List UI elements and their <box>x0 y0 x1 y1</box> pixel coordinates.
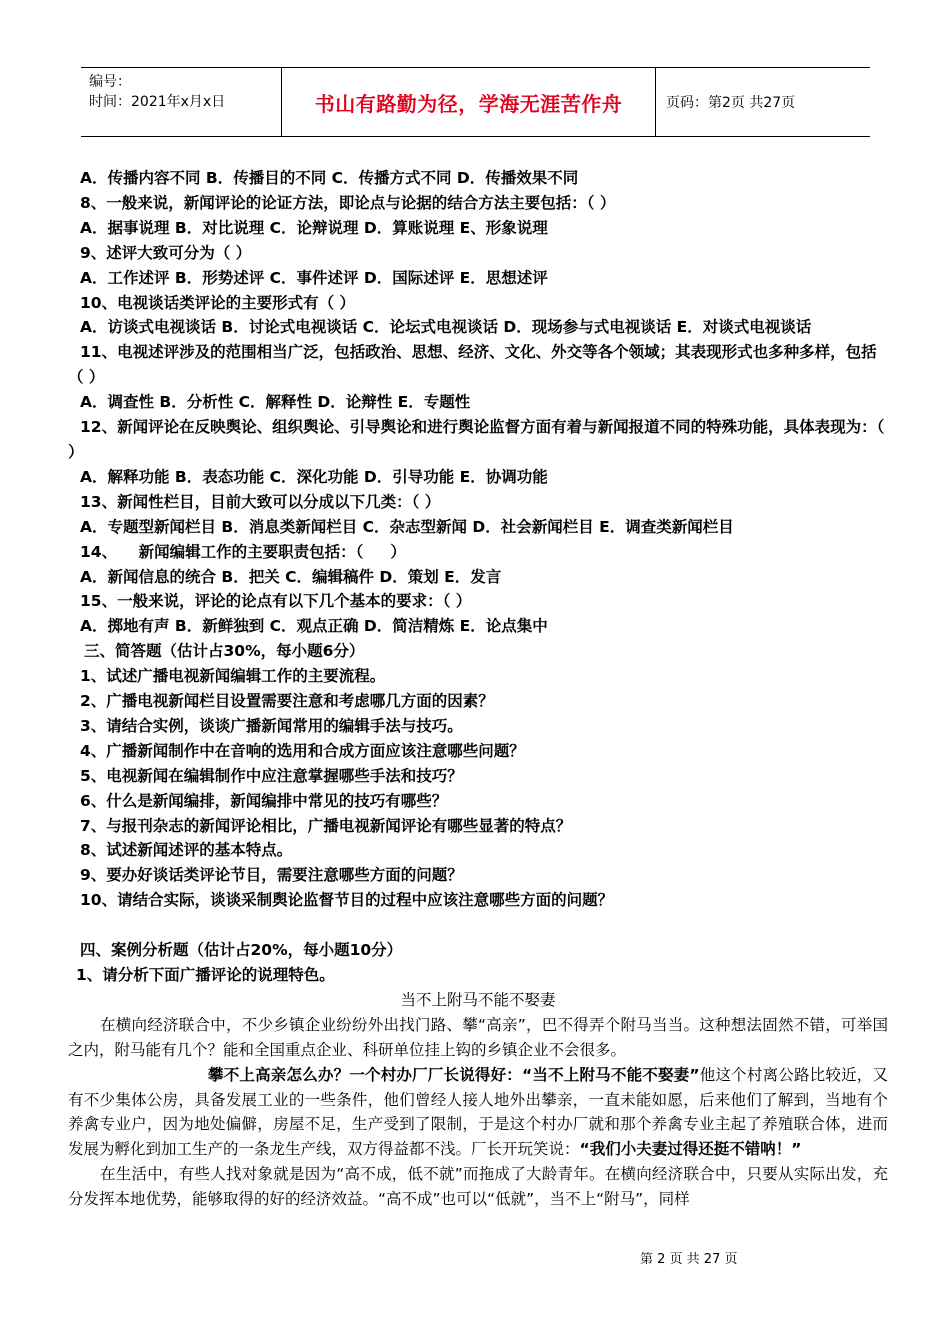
article-paragraph-2 <box>68 1063 888 1163</box>
answer-options-13: A．专题型新闻栏目 B．消息类新闻栏目 C．杂志型新闻 D．社会新闻栏目 E．调查类新闻栏目 <box>80 517 734 536</box>
article-title: 当不上附马不能不娶妻 <box>400 990 556 1009</box>
question-14: 14、 新闻编辑工作的主要职责包括：（ ） <box>80 542 406 561</box>
case-question-1: 1、请分析下面广播评论的说理特色。 <box>76 965 335 984</box>
article-paragraph-3-b: 只要从实际出发，充分发挥本地优势，能够取得的好的经济效益。“高不成”也可以“低就”，当不上“附马”，同样 <box>68 1165 888 1209</box>
short-question: 5、电视新闻在编辑制作中应注意掌握哪些手法和技巧？ <box>80 766 463 785</box>
answer-options-11: A．调查性 B．分析性 C．解释性 D．论辩性 E．专题性 <box>80 393 471 412</box>
article-paragraph-2-quote: “我们小夫妻过得还挺不错呐！” <box>579 1140 802 1159</box>
short-question: 9、要办好谈话类评论节目，需要注意哪些方面的问题？ <box>80 866 463 885</box>
short-question: 3、请结合实例，谈谈广播新闻常用的编辑手法与技巧。 <box>80 716 463 735</box>
question-15: 15、一般来说，评论的论点有以下几个基本的要求：（ ） <box>80 592 472 611</box>
short-question: 2、广播电视新闻栏目设置需要注意和考虑哪几方面的因素？ <box>80 692 494 711</box>
article-paragraph-3 <box>68 1162 888 1212</box>
short-question: 7、与报刊杂志的新闻评论相比，广播电视新闻评论有哪些显著的特点？ <box>80 816 572 835</box>
question-11: 11、电视述评涉及的范围相当广泛，包括政治、思想、经济、文化、外交等各个领域；其表现形式也多种多样，包括（ ） <box>68 343 877 387</box>
answer-options-10: A．访谈式电视谈话 B．讨论式电视谈话 C．论坛式电视谈话 D．现场参与式电视谈话 E．对谈式电视谈话 <box>80 318 812 337</box>
answer-options-7: A．传播内容不同 B．传播目的不同 C．传播方式不同 D．传播效果不同 <box>80 169 579 187</box>
answer-options-15: A．掷地有声 B．新鲜独到 C．观点正确 D．简洁精炼 E．论点集中 <box>80 617 548 636</box>
question-13: 13、新闻性栏目，目前大致可以分成以下几类：（ ） <box>80 492 441 511</box>
article-paragraph-2-body: 他这个村离公路比较近，又有不少集体公房，具备发展工业的一些条件，他们曾经人接人地外出攀亲，一直未能如愿，后来他们了解到，当地有个养禽专业户，因为地处偏僻，房屋不足，生产受到了限制，于是这个村办厂就和那个养禽专业主起了养殖联合体，进而发展为孵化到加工生产的一条龙生产线，双方得益都不浅。厂长开玩笑说： <box>68 1065 888 1159</box>
header-meta <box>81 68 282 136</box>
blank-line <box>68 913 888 938</box>
time-label: 时间：2021年x月x日 <box>89 94 226 110</box>
answer-options-12: A．解释功能 B．表态功能 C．深化功能 D．引导功能 E．协调功能 <box>80 467 548 486</box>
question-12: 12、新闻评论在反映舆论、组织舆论、引导舆论和进行舆论监督方面有着与新闻报道不同的特殊功能，具体表现为：（ ） <box>68 418 885 461</box>
answer-options-8: A．据事说理 B．对比说理 C．论辩说理 D．算账说理 E、形象说理 <box>80 218 548 237</box>
short-question: 4、广播新闻制作中在音响的选用和合成方面应该注意哪些问题？ <box>80 741 525 760</box>
header-motto: 书山有路勤为径，学海无涯苦作舟 <box>282 68 656 136</box>
article-paragraph-2-lead: 攀不上高亲怎么办？一个村办厂厂长说得好：“当不上附马不能不娶妻” <box>208 1065 700 1084</box>
section-4-title: 四、案例分析题（估计占20%，每小题10分） <box>80 941 403 960</box>
article-paragraph-3-a: 在生活中，有些人找对象就是因为“高不成，低不就”而拖成了大龄青年。在横向经济联合中， <box>100 1165 747 1184</box>
section-3-title: 三、简答题（估计占30%，每小题6分） <box>84 642 365 661</box>
question-8: 8、一般来说，新闻评论的论证方法，即论点与论据的结合方法主要包括：（ ） <box>80 193 616 212</box>
page-header <box>81 67 870 137</box>
short-question: 10、请结合实际，谈谈采制舆论监督节目的过程中应该注意哪些方面的问题？ <box>80 891 614 910</box>
answer-options-14: A．新闻信息的统合 B．把关 C．编辑稿件 D．策划 E．发言 <box>80 567 502 586</box>
page-footer: 第 2 页 共 27 页 <box>640 1252 738 1267</box>
question-10: 10、电视谈话类评论的主要形式有（ ） <box>80 293 355 312</box>
article-paragraph-1: 在横向经济联合中，不少乡镇企业纷纷外出找门路、攀“高亲”，巴不得弄个附马当当。这种想法固然不错，可举国之内，附马能有几个？能和全国重点企业、科研单位挂上钩的乡镇企业不会很多。 <box>68 1015 888 1059</box>
short-question: 8、试述新闻述评的基本特点。 <box>80 841 293 860</box>
header-page-info: 页码：第2页 共27页 <box>666 95 796 111</box>
answer-options-9: A．工作述评 B．形势述评 C．事件述评 D．国际述评 E．思想述评 <box>80 268 548 287</box>
short-question: 6、什么是新闻编排，新闻编排中常见的技巧有哪些？ <box>80 791 448 810</box>
question-9: 9、述评大致可分为（ ） <box>80 243 252 262</box>
code-label: 编号： <box>89 74 131 90</box>
document-body <box>68 166 888 1212</box>
short-question: 1、试述广播电视新闻编辑工作的主要流程。 <box>80 667 386 686</box>
